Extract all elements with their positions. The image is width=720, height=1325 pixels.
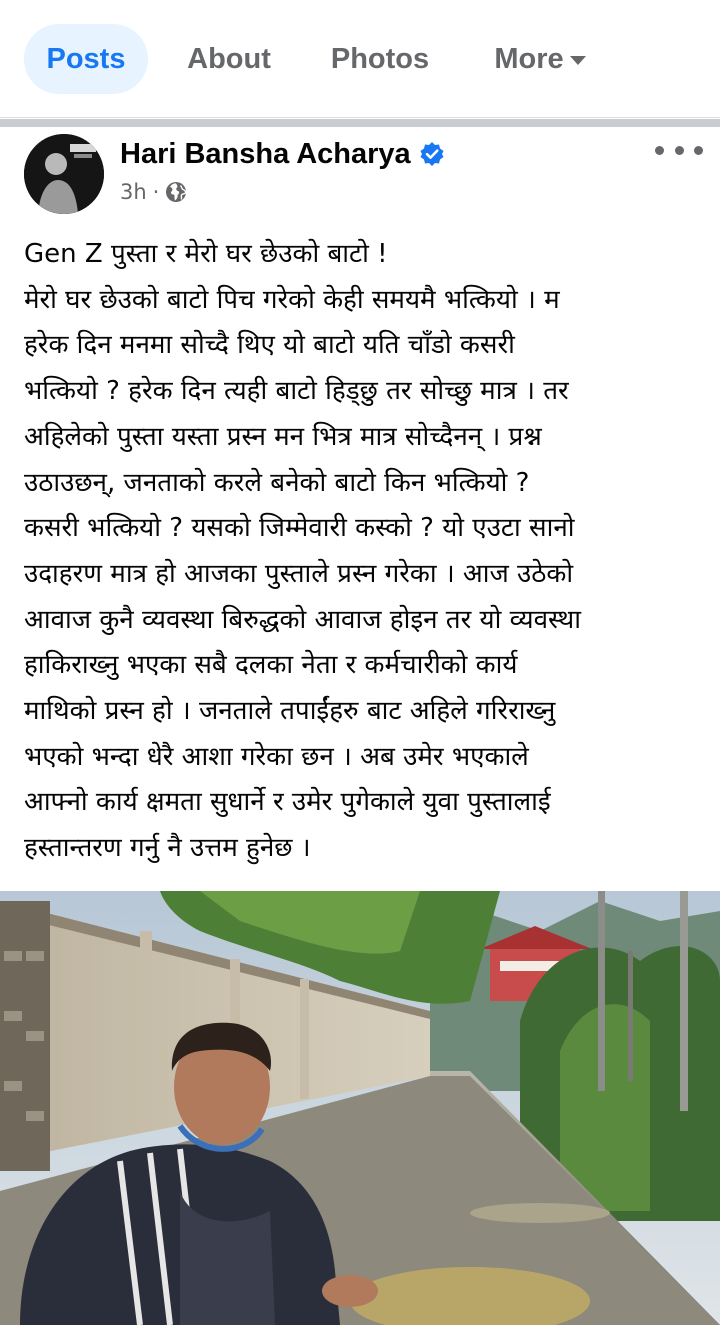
tab-more-label: More — [494, 42, 564, 75]
tab-more[interactable] — [478, 24, 602, 94]
post-text-line: हाकिराख्नु भएका सबै दलका नेता र कर्मचारीको कार्य — [24, 650, 518, 681]
post-text-line: मेरो घर छेउको बाटो पिच गरेको केही समयमै भत्कियो । म — [24, 284, 560, 315]
post-meta — [120, 178, 187, 206]
meta-separator: · — [152, 180, 160, 204]
tab-posts[interactable]: Posts — [24, 24, 148, 94]
post-options-icon[interactable] — [655, 138, 703, 162]
caret-down-icon — [570, 56, 586, 65]
tab-photos[interactable]: Photos — [330, 42, 430, 75]
post-text-line: भत्कियो ? हरेक दिन त्यही बाटो हिड्छु तर सोच्छु मात्र । तर — [24, 376, 569, 407]
post-text-line: हस्तान्तरण गर्नु नै उत्तम हुनेछ । — [24, 833, 311, 864]
post-photo[interactable] — [0, 891, 720, 1325]
post-author[interactable] — [120, 136, 445, 172]
section-divider — [0, 119, 720, 127]
post-body — [24, 232, 704, 872]
post-text-line: आवाज कुनै व्यवस्था बिरुद्धको आवाज होइन तर यो व्यवस्था — [24, 604, 581, 635]
post-text-line: हरेक दिन मनमा सोच्दै थिए यो बाटो यति चाँडो कसरी — [24, 330, 515, 361]
post-text-line: माथिको प्रस्न हो । जनताले तपाईंहरु बाट अहिले गरिराख्नु — [24, 696, 556, 727]
tab-about[interactable]: About — [187, 42, 271, 75]
post-text-line: Gen Z पुस्ता र मेरो घर छेउको बाटो ! — [24, 239, 388, 269]
post-text-line: उठाउछन्, जनताको करले बनेको बाटो किन भत्कियो ? — [24, 467, 530, 498]
post-text-line: आफ्नो कार्य क्षमता सुधार्ने र उमेर पुगेकाले युवा पुस्तालाई — [24, 787, 551, 818]
globe-icon — [165, 181, 187, 203]
post-text-line: कसरी भत्कियो ? यसको जिम्मेवारी कस्को ? यो एउटा सानो — [24, 513, 575, 544]
post-text-line: अहिलेको पुस्ता यस्ता प्रस्न मन भित्र मात्र सोच्दैनन् । प्रश्न — [24, 421, 542, 452]
avatar[interactable] — [24, 134, 104, 214]
post-timestamp[interactable]: 3h — [120, 180, 147, 204]
verified-badge-icon — [419, 141, 445, 167]
post-text-line: उदाहरण मात्र हो आजका पुस्ताले प्रस्न गरेका । आज उठेको — [24, 558, 574, 589]
post-text-line: भएको भन्दा धेरै आशा गरेका छन । अब उमेर भएकाले — [24, 741, 529, 772]
profile-tab-bar — [0, 0, 720, 118]
author-name[interactable]: Hari Bansha Acharya — [120, 137, 411, 170]
